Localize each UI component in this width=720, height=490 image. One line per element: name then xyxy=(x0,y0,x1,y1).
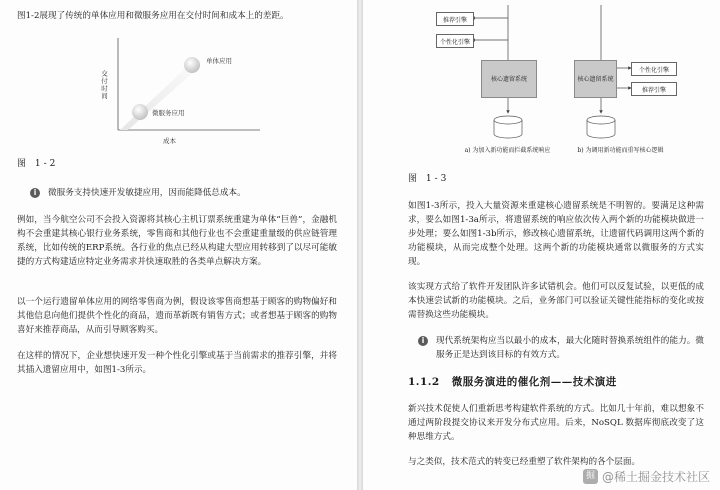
b-recommend-engine-label: 推荐引擎 xyxy=(641,87,666,94)
y-axis-label: 交付时间 xyxy=(100,70,108,100)
right-paragraph-3: 新兴技术促使人们重新思考构建软件系统的方式。比如几十年前，难以想象不通过两阶段提交协议来开发分布式应用。后来，NoSQL 数据库彻底改变了这种思维方式。 xyxy=(408,404,704,442)
right-paragraph-1: 如图1-3所示，投入大量资源来重建核心遗留系统是不明智的。要满足这种需求，要么如图1-3a所示，将遗留系统的响应依次传入两个新的功能模块做进一步处理；要么如图1-3b所示，修改核心遗留系统，让遗留代码调用这两个新的功能模块，从而完成整个处理。这两个新的功能模块通常以微服务的方式实现。 xyxy=(408,201,704,267)
a-database-icon xyxy=(494,116,522,138)
note-2 xyxy=(418,334,704,362)
microservice-label: 微服务应用 xyxy=(152,109,185,117)
left-paragraph-1: 例如，当今航空公司不会投入资源将其核心主机订票系统重建为单体“巨兽”，金融机构不会重建其核心银行业务系统，零售商和其他行业也不会重建重量级的供应链管理系统，比如传统的ERP系统。各行业的焦点已经从构建大型应用转移到了以尽可能敏捷的方式构建适应特定业务需求并快速取胜的各类单点解决方案。 xyxy=(17,215,337,267)
b-personal-engine-label: 个性化引擎 xyxy=(638,67,669,74)
microservice-point xyxy=(132,104,148,120)
right-paragraph-4: 与之类似，技术范式的转变已经重塑了软件架构的各个层面。 xyxy=(408,457,641,467)
right-paragraph-2: 该实现方式给了软件开发团队许多试错机会。他们可以反复试验，以更低的成本快速尝试新的功能模块。之后，业务部门可以验证关键性能指标的变化或按需替换这些功能模块。 xyxy=(408,282,704,320)
section-title: 微服务演进的催化剂——技术演进 xyxy=(451,376,617,388)
trend-band xyxy=(120,64,196,130)
b-recommend-engine-box xyxy=(631,82,677,96)
watermark xyxy=(583,468,710,485)
left-paragraph-3: 在这样的情况下，企业想快速开发一种个性化引擎或基于当前需求的推荐引擎，并将其插入遗留应用中，如图1-3所示。 xyxy=(17,351,337,375)
right-page xyxy=(363,0,720,490)
figure-1-3-svg xyxy=(363,0,720,160)
a-caption: a) 为加入新功能而拦截系统响应 xyxy=(464,147,551,154)
section-number: 1.1.2 xyxy=(408,376,440,388)
b-personal-engine-box xyxy=(631,62,677,76)
a-personal-engine-box xyxy=(436,34,474,48)
a-recommend-engine-label: 推荐引擎 xyxy=(442,17,467,24)
b-caption: b) 为调用新功能而重写核心逻辑 xyxy=(577,147,664,154)
note-1 xyxy=(30,186,330,200)
info-icon: i xyxy=(418,336,428,346)
left-page xyxy=(0,0,357,490)
intro-paragraph: 图1-2展现了传统的单体应用和微服务应用在交付时间和成本上的差距。 xyxy=(17,11,289,21)
a-core-legacy-label: 核心遗留系统 xyxy=(490,76,527,83)
figure-1-2 xyxy=(88,30,268,155)
monolith-point xyxy=(184,57,200,73)
monolith-label: 单体应用 xyxy=(206,57,232,65)
b-core-legacy-label: 核心遗留系统 xyxy=(577,76,614,83)
figure-1-3-caption: 图 1-3 xyxy=(408,174,450,184)
note-2-text: 现代系统架构应当以最小的成本，最大化随时替换系统组件的能力。微服务正是达到该目标的有效方式。 xyxy=(436,336,704,360)
figure-1-3 xyxy=(363,0,720,160)
a-recommend-engine-box xyxy=(436,12,474,26)
left-paragraph-2: 以一个运行遗留单体应用的网络零售商为例，假设该零售商想基于顾客的购物偏好和其他信息向他们提供个性化的商品，遗而革新既有销售方式；或者想基于顾客的购物喜好来推荐商品，从而引导顾客购买。 xyxy=(17,297,337,335)
info-icon: i xyxy=(30,188,40,198)
a-personal-engine-label: 个性化引擎 xyxy=(439,39,470,46)
watermark-logo-icon: 掘 xyxy=(583,469,598,484)
figure-1-2-caption: 图 1-2 xyxy=(17,159,59,169)
figure-1-2-svg xyxy=(88,30,268,155)
a-core-legacy-box xyxy=(481,60,537,98)
b-core-legacy-box xyxy=(574,60,617,98)
note-1-text: 微服务支持快速开发敏捷应用，因而能降低总成本。 xyxy=(48,188,246,198)
watermark-text: @稀土掘金技术社区 xyxy=(601,470,710,484)
x-axis-label: 成本 xyxy=(163,137,176,145)
b-database-icon xyxy=(587,116,615,138)
section-heading xyxy=(408,375,704,389)
